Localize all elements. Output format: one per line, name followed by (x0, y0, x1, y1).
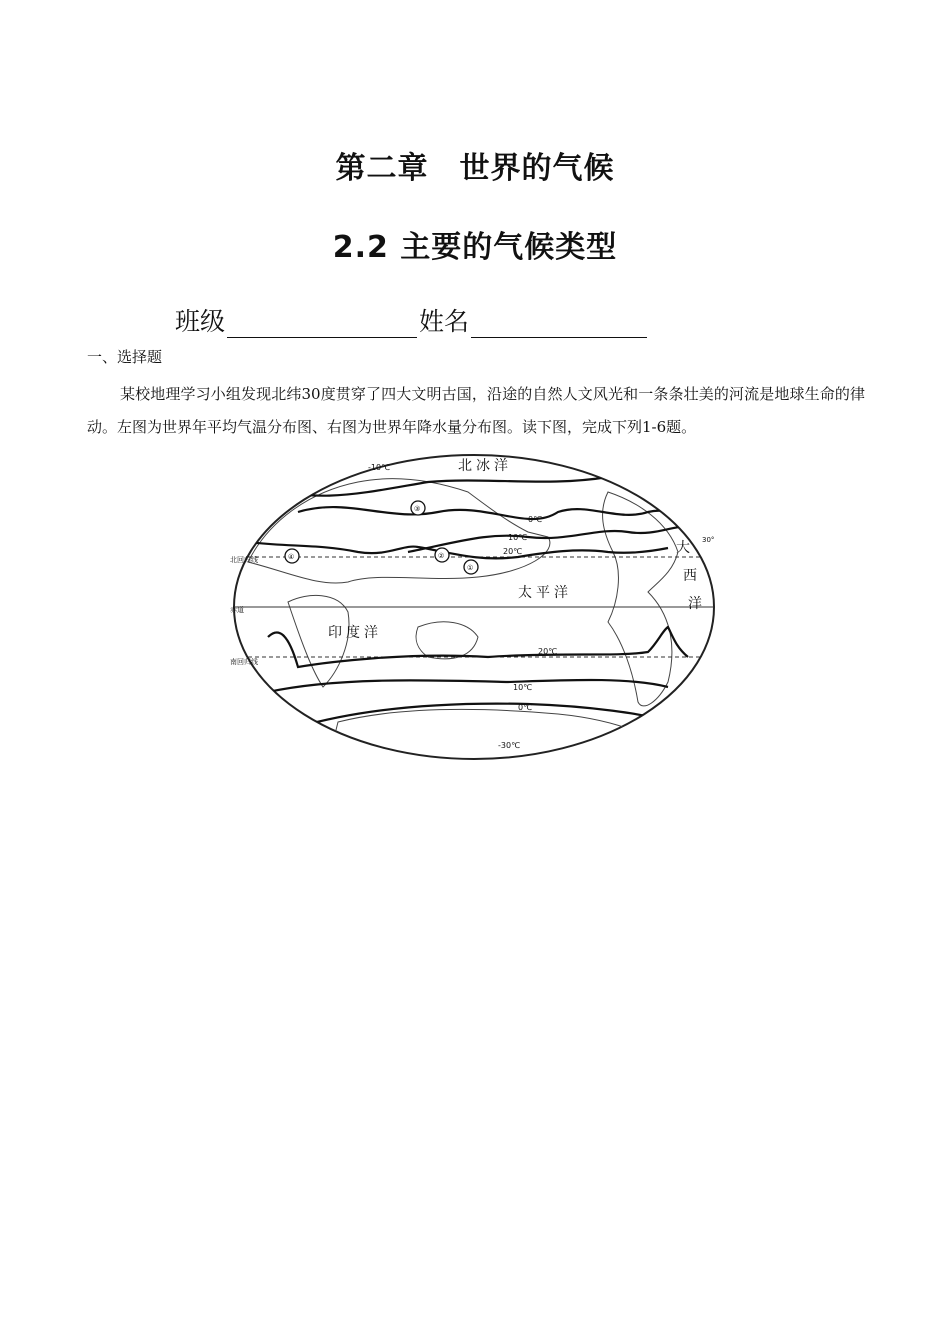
student-info-line (175, 302, 647, 338)
iso-label-20: 20℃ (503, 547, 523, 556)
class-blank[interactable] (227, 309, 417, 338)
iso-label-0: 0℃ (528, 515, 543, 524)
question-stem: 某校地理学习小组发现北纬30度贯穿了四大文明古国，沿途的自然人文风光和一条条壮美的河流是地球生命的律动。左图为世界年平均气温分布图、右图为世界年降水量分布图。读下图，完成下列1-6题。 (87, 385, 865, 436)
name-blank[interactable] (471, 309, 647, 338)
world-isotherm-map (228, 452, 720, 762)
ocean-pacific: 太平洋 (518, 585, 572, 601)
ocean-arctic: 北冰洋 (458, 458, 512, 474)
marker-4-label: ④ (288, 553, 295, 561)
marker-3-label: ③ (414, 505, 421, 513)
class-label: 班级 (175, 307, 226, 336)
marker-2-label: ② (438, 552, 445, 560)
iso-label-10-south: 10℃ (513, 683, 533, 692)
label-tropic-south: 南回归线 (230, 658, 258, 666)
ocean-atlantic-2: 西 (683, 568, 701, 584)
section-title: 2.2 主要的气候类型 (332, 230, 618, 265)
chapter-title: 第二章 世界的气候 (335, 151, 615, 186)
iso-label-10: 10℃ (508, 533, 528, 542)
section-heading: 一、选择题 (87, 348, 163, 366)
ocean-atlantic-3: 洋 (688, 596, 706, 612)
ocean-indian: 印度洋 (328, 625, 382, 641)
label-equator: 赤道 (230, 606, 244, 614)
map-svg (228, 452, 720, 762)
iso-label-20-south: 20℃ (538, 647, 558, 656)
name-label: 姓名 (419, 307, 470, 336)
label-tropic-north: 北回归线 (230, 556, 258, 564)
iso-label-minus30: -30℃ (498, 741, 521, 750)
label-lat-30: 30° (702, 536, 715, 544)
iso-label-0-south: 0℃ (518, 703, 533, 712)
iso-label-minus10: -10℃ (368, 463, 391, 472)
ocean-atlantic-1: 大 (676, 540, 694, 556)
marker-1-label: ① (467, 564, 474, 572)
